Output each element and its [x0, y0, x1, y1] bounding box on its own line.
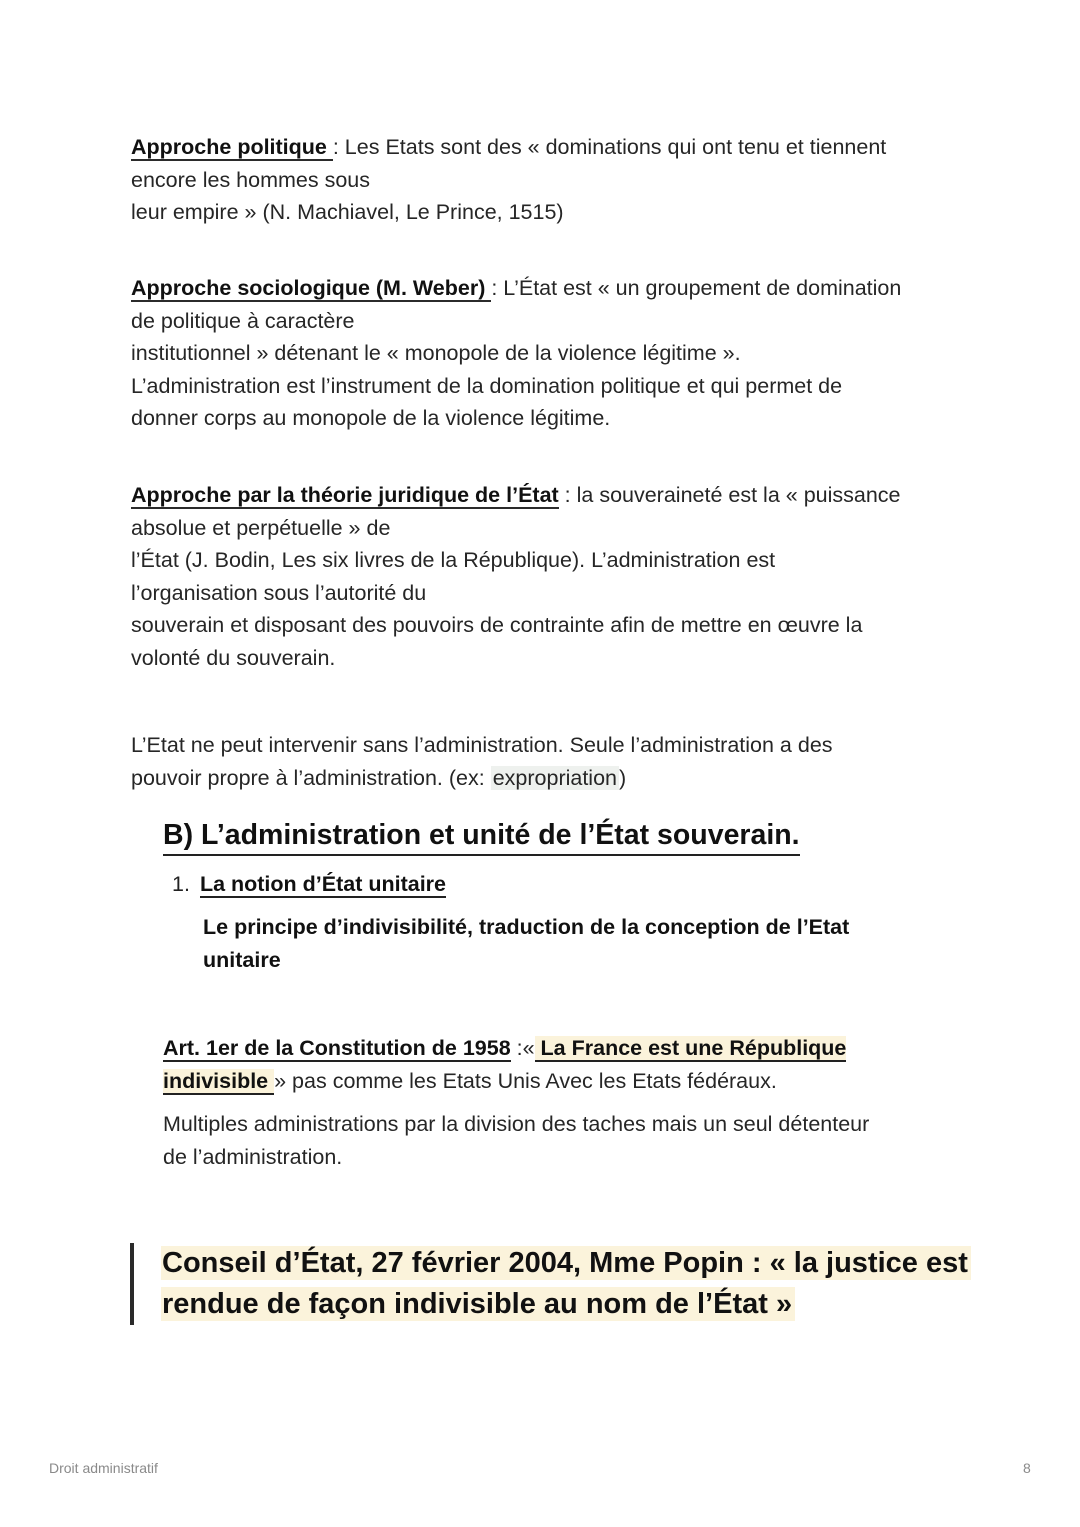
lead-term: Approche politique [131, 135, 333, 159]
paragraph-line: institutionnel » détenant le « monopole de la violence légitime ». [131, 341, 741, 365]
paragraph-line [131, 479, 961, 512]
paragraph-approche-sociologique [131, 272, 961, 435]
lead-term: Approche sociologique (M. Weber) [131, 276, 492, 300]
paragraph-line: donner corps au monopole de la violence légitime. [131, 406, 611, 430]
text-span: ) [619, 765, 627, 790]
list-item-title: La notion d’État unitaire [199, 872, 446, 896]
highlighted-quote: indivisible [163, 1068, 275, 1093]
page-number: 8 [1023, 1460, 1031, 1476]
paragraph-line: l’État (J. Bodin, Les six livres de la République). L’administration est [131, 548, 776, 572]
highlighted-quote: La France est une République [534, 1036, 847, 1060]
highlighted-term: expropriation [492, 765, 617, 790]
blockquote-bar [130, 1243, 134, 1325]
text-span: » pas comme les Etats Unis Avec les Etats fédéraux. [274, 1068, 777, 1093]
section-heading: B) L’administration et unité de l’État souverain. [163, 816, 800, 856]
text-span: : Les Etats sont des « dominations qui ont tenu et tiennent [332, 135, 887, 159]
paragraph-line: Multiples administrations par la division des taches mais un seul détenteur [163, 1112, 870, 1136]
paragraph-line: l’organisation sous l’autorité du [131, 580, 427, 605]
paragraph-line: absolue et perpétuelle » de [131, 515, 391, 540]
article-reference: Art. 1er de la Constitution de 1958 [163, 1036, 511, 1060]
list-number: 1. [172, 872, 190, 896]
paragraph-intervention [131, 729, 961, 794]
quote-line [161, 1284, 971, 1325]
paragraph-line [131, 762, 961, 795]
text-span: :« [510, 1036, 535, 1060]
paragraph-article-constitution [163, 1032, 846, 1097]
footer-title: Droit administratif [49, 1460, 158, 1476]
paragraph-line: de politique à caractère [131, 308, 355, 333]
paragraph-line: encore les hommes sous [131, 167, 370, 192]
subheading [203, 911, 849, 976]
paragraph-line [163, 1065, 846, 1098]
paragraph-line: de l’administration. [163, 1144, 343, 1169]
paragraph-line: souverain et disposant des pouvoirs de contrainte afin de mettre en œuvre la [131, 613, 863, 637]
paragraph-line: L’administration est l’instrument de la domination politique et qui permet de [131, 373, 843, 398]
subheading-line: unitaire [203, 947, 281, 972]
numbered-list-item [172, 868, 446, 900]
highlighted-text: Conseil d’État, 27 février 2004, Mme Popin : « la justice est [161, 1246, 971, 1280]
paragraph-approche-juridique [131, 479, 961, 674]
blockquote-callout [161, 1243, 971, 1325]
lead-term: Approche par la théorie juridique de l’État [131, 483, 559, 507]
paragraph-line [131, 131, 961, 164]
paragraph-line [163, 1032, 846, 1065]
paragraph-approche-politique [131, 131, 961, 229]
highlighted-text: rendue de façon indivisible au nom de l’État » [161, 1287, 795, 1321]
text-span: : L’État est « un groupement de domination [491, 276, 902, 300]
subheading-line: Le principe d’indivisibilité, traduction de la conception de l’Etat [203, 915, 850, 939]
text-span: pouvoir propre à l’administration. (ex: [131, 765, 491, 790]
text-span: : la souveraineté est la « puissance [558, 483, 901, 507]
quote-line [161, 1243, 971, 1284]
paragraph-multiples [163, 1108, 869, 1173]
paragraph-line: leur empire » (N. Machiavel, Le Prince, 1515) [131, 200, 564, 224]
paragraph-line [131, 272, 961, 305]
paragraph-line: volonté du souverain. [131, 645, 336, 670]
paragraph-line: L’Etat ne peut intervenir sans l’administration. Seule l’administration a des [131, 733, 833, 757]
